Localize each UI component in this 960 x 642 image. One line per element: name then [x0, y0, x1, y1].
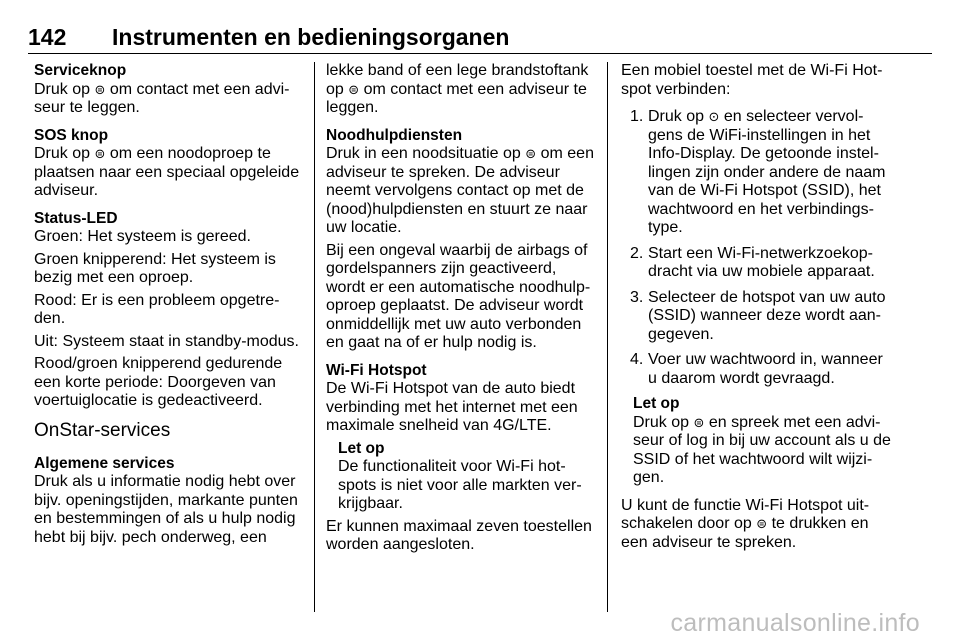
emergency-text: Druk in een noodsituatie op ⊜ om een adviseur te spreken. De adviseur neemt vervolgens contact op met de (nood)hulpdiensten en stuurt ze naar uw locatie.: [326, 145, 594, 236]
sos-icon: ⊜: [525, 146, 537, 161]
connect-steps: [621, 108, 891, 388]
status-led-heading: Status-LED: [34, 209, 118, 227]
list-item: 2. Start een Wi-Fi-netwerkzoekopdracht via uw mobiele apparaat.: [630, 244, 875, 280]
page-title: Instrumenten en bedieningsorganen: [112, 24, 510, 50]
onstar-services-heading: OnStar-services: [34, 419, 171, 441]
column-right: [621, 62, 891, 561]
page-number: 142: [28, 24, 67, 50]
sos-heading: SOS knop: [34, 126, 109, 144]
page-header: [28, 22, 932, 52]
list-item: 4. Voer uw wachtwoord in, wanneer u daarom wordt gevraagd.: [630, 351, 883, 387]
led-red-text: Rood: Er is een probleem opgetreden.: [34, 291, 280, 327]
list-item: 3. Selecteer de hotspot van uw auto (SSID) wanneer deze wordt aangegeven.: [630, 288, 886, 343]
connect-intro: Een mobiel toestel met de Wi-Fi Hotspot verbinden:: [621, 62, 883, 98]
note-heading: Let op: [633, 395, 680, 412]
list-item: 1. Druk op ⊙ en selecteer vervolgens de WiFi-instellingen in het Info-Display. De getoonde instellingen zijn onder andere de naam van de Wi-Fi Hotspot (SSID), het wachtwoord en het verbindingstype.: [630, 108, 886, 236]
general-services-heading: Algemene services: [34, 454, 175, 472]
wifi-text: De Wi-Fi Hotspot van de auto biedt verbinding met het internet met een maximale snelheid van 4G/LTE.: [326, 380, 578, 434]
service-heading: Serviceknop: [34, 62, 127, 79]
emergency-heading: Noodhulpdiensten: [326, 126, 463, 144]
airbag-text: Bij een ongeval waarbij de airbags of gordelspanners zijn geactiveerd, wordt er een automatische noodhulpoproep geplaatst. De adviseur wordt onmiddellijk met uw auto verbonden en gaat na of er hulp nodig is.: [326, 241, 591, 351]
onstar-icon: ⊜: [348, 81, 360, 97]
column-left: [34, 62, 302, 556]
service-text: Druk op ⊜ om contact met een adviseur te leggen.: [34, 80, 290, 116]
column-middle: [326, 62, 594, 564]
phone-icon: ⊙: [708, 109, 720, 124]
devices-text: Er kunnen maximaal zeven toestellen worden aangesloten.: [326, 517, 592, 553]
watermark: carmanualsonline.info: [670, 609, 920, 637]
onstar-icon: ⊜: [693, 414, 705, 430]
column-divider-right: [607, 62, 608, 612]
led-red-green-text: Rood/groen knipperend gedurende een korte periode: Doorgeven van voertuiglocatie is gedeactiveerd.: [34, 355, 283, 409]
note-text: Druk op ⊜ en spreek met een adviseur of log in bij uw account als u de SSID of het wachtwoord wilt wijzigen.: [633, 413, 891, 486]
ssid-note: [633, 395, 891, 488]
continued-text: lekke band of een lege brandstoftank op ⊜ om contact met een adviseur te leggen.: [326, 62, 589, 116]
led-off-text: Uit: Systeem staat in standby-modus.: [34, 332, 299, 350]
led-green-blink-text: Groen knipperend: Het systeem is bezig met een oproep.: [34, 250, 276, 286]
note-text: De functionaliteit voor Wi-Fi hotspots is niet voor alle markten verkrijgbaar.: [338, 458, 582, 512]
onstar-icon: ⊜: [94, 81, 106, 97]
led-green-text: Groen: Het systeem is gereed.: [34, 228, 251, 245]
general-services-text: Druk als u informatie nodig hebt over bijv. openingstijden, markante punten en bestemmingen of als u hulp nodig hebt bij bijv. pech onderweg, een: [34, 473, 298, 546]
column-divider-left: [314, 62, 315, 612]
header-rule: [28, 53, 932, 54]
disable-text: U kunt de functie Wi-Fi Hotspot uitschakelen door op ⊜ te drukken en een adviseur te spreken.: [621, 496, 870, 551]
wifi-note: [338, 440, 594, 514]
onstar-icon: ⊜: [756, 516, 768, 531]
note-heading: Let op: [338, 439, 385, 457]
sos-text: Druk op ⊜ om een noodoproep te plaatsen naar een speciaal opgeleide adviseur.: [34, 145, 300, 199]
sos-icon: ⊜: [94, 146, 106, 161]
wifi-heading: Wi-Fi Hotspot: [326, 361, 427, 379]
